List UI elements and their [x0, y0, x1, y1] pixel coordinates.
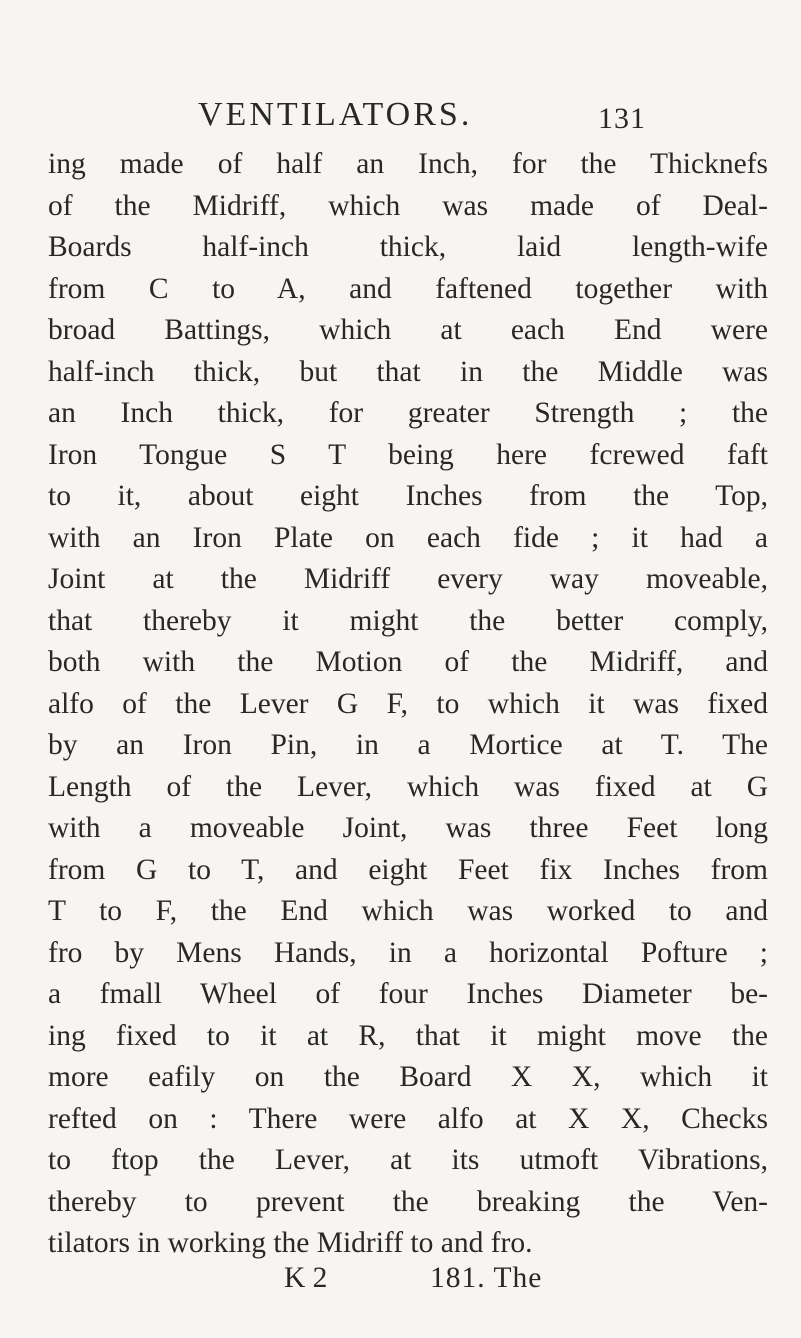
text-line: Length of the Lever, which was fixed at G — [48, 770, 768, 803]
text-line: ing made of half an Inch, for the Thicknefs — [48, 148, 768, 180]
text-line: from C to A, and faftened together with — [48, 272, 768, 305]
text-line: alfo of the Lever G F, to which it was fixed — [48, 687, 768, 720]
text-line: refted on : There were alfo at X X, Checks — [48, 1102, 768, 1135]
text-line: broad Battings, which at each End were — [48, 314, 768, 346]
text-line: with an Iron Plate on each fide ; it had a — [48, 521, 768, 554]
signature-mark: K 2 — [284, 1262, 328, 1294]
text-line: thereby to prevent the breaking the Ven- — [48, 1185, 768, 1218]
text-line: that thereby it might the better comply, — [48, 604, 768, 637]
text-line: half-inch thick, but that in the Middle was — [48, 355, 768, 388]
text-line: fro by Mens Hands, in a horizontal Pofture ; — [48, 936, 768, 969]
text-line: from G to T, and eight Feet fix Inches from — [48, 853, 768, 886]
text-line: Joint at the Midriff every way moveable, — [48, 563, 768, 595]
text-line: by an Iron Pin, in a Mortice at T. The — [48, 729, 768, 761]
text-line: more eafily on the Board X X, which it — [48, 1061, 768, 1093]
page-number: 131 — [598, 102, 646, 135]
text-line: an Inch thick, for greater Strength ; the — [48, 397, 768, 429]
catchword: 181. The — [430, 1262, 543, 1294]
text-line: to ftop the Lever, at its utmoft Vibrations, — [48, 1144, 768, 1176]
page-footer — [0, 1262, 801, 1302]
text-line: of the Midriff, which was made of Deal- — [48, 189, 768, 222]
text-line: tilators in working the Midriff to and fro. — [48, 1227, 533, 1259]
text-line: with a moveable Joint, was three Feet long — [48, 812, 768, 844]
text-line: Boards half-inch thick, laid length-wife — [48, 231, 768, 263]
text-line: both with the Motion of the Midriff, and — [48, 646, 768, 678]
text-line: to it, about eight Inches from the Top, — [48, 480, 768, 512]
body-text — [48, 144, 768, 1265]
text-line: T to F, the End which was worked to and — [48, 895, 768, 927]
running-head: VENTILATORS. — [198, 96, 473, 133]
text-line: a fmall Wheel of four Inches Diameter be- — [48, 978, 768, 1010]
page-header — [198, 96, 778, 140]
text-line: Iron Tongue S T being here fcrewed faft — [48, 438, 768, 471]
text-line: ing fixed to it at R, that it might move the — [48, 1019, 768, 1052]
